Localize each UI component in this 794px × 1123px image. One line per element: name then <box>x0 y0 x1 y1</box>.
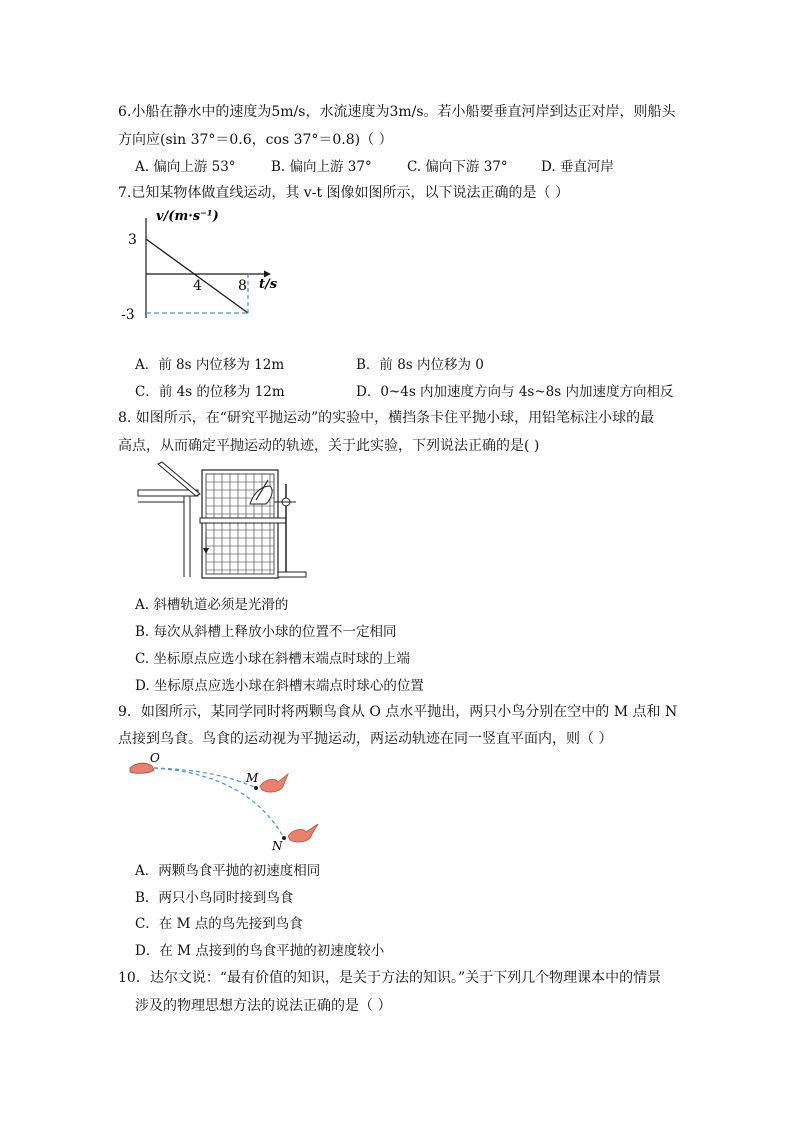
q8-option-b: B. 每次从斜槽上释放小球的位置不一定相同 <box>135 624 397 640</box>
graph-x-end-label: 8 <box>238 278 247 294</box>
q7-option-a: A．前 8s 内位移为 12m <box>135 357 285 373</box>
vt-line <box>146 239 248 313</box>
q8-option-c: C. 坐标原点应选小球在斜槽末端点时球的上端 <box>135 651 410 667</box>
trajectory-m <box>154 768 256 788</box>
q8-experiment-figure <box>136 462 308 580</box>
q8-option-d: D. 坐标原点应选小球在斜槽末端点时球心的位置 <box>135 678 424 694</box>
q9-stem-line2: 点接到鸟食。鸟食的运动视为平抛运动，两运动轨迹在同一竖直平面内，则（ ） <box>118 731 613 747</box>
point-n <box>282 836 286 840</box>
q10-stem-line2: 涉及的物理思想方法的说法正确的是（ ） <box>135 998 392 1014</box>
point-m <box>254 786 258 790</box>
bird-m-icon <box>260 774 288 792</box>
q8-stem-line2: 高点，从而确定平抛运动的轨迹，关于此实验，下列说法正确的是( ) <box>118 438 540 454</box>
q6-option-a: A. 偏向上游 53° <box>135 159 236 175</box>
graph-y-top-label: 3 <box>128 232 137 248</box>
point-m-label: M <box>246 771 259 785</box>
slope-track <box>158 462 200 496</box>
q6-option-d: D. 垂直河岸 <box>541 159 614 175</box>
q10-stem-line1: 10．达尔文说：“最有价值的知识，是关于方法的知识。”关于下列几个物理课本中的情景 <box>118 970 662 986</box>
q7-option-c: C．前 4s 的位移为 12m <box>135 384 285 400</box>
table-top <box>138 490 198 496</box>
q6-stem-line1: 6.小船在静水中的速度为5m/s，水流速度为3m/s。若小船要垂直河岸到达正对岸，则船头 <box>118 104 676 120</box>
q6-option-b: B. 偏向上游 37° <box>271 159 372 175</box>
q9-option-a: A．两颗鸟食平抛的初速度相同 <box>135 863 321 879</box>
q6-option-c: C. 偏向下游 37° <box>407 159 508 175</box>
q7-option-b: B．前 8s 内位移为 0 <box>356 357 484 373</box>
point-o-label: O <box>150 751 160 765</box>
q7-vt-graph <box>118 206 278 326</box>
q7-option-d: D．0~4s 内加速度方向与 4s~8s 内加速度方向相反 <box>356 384 674 400</box>
q9-option-d: D．在 M 点接到的鸟食平抛的初速度较小 <box>135 943 385 959</box>
q9-option-c: C．在 M 点的鸟先接到鸟食 <box>135 916 303 932</box>
graph-y-bottom-label: -3 <box>121 307 135 323</box>
q8-option-a: A. 斜槽轨道必须是光滑的 <box>135 597 289 613</box>
q9-stem-line1: 9．如图所示，某同学同时将两颗鸟食从 O 点水平抛出，两只小鸟分别在空中的 M 点和 N <box>118 704 678 720</box>
q6-stem-line2: 方向应(sin 37°＝0.6，cos 37°＝0.8)（ ） <box>118 132 393 148</box>
point-n-label: N <box>272 839 283 853</box>
graph-x-mid-label: 4 <box>193 278 202 294</box>
crossbar <box>200 518 286 523</box>
q7-stem: 7.已知某物体做直线运动，其 v-t 图像如图所示，以下说法正确的是（ ） <box>118 185 569 201</box>
graph-ylabel: v/(m·s⁻¹) <box>156 209 219 224</box>
stand-base <box>278 572 306 577</box>
graph-xlabel: t/s <box>259 277 278 292</box>
q9-trajectory-figure <box>128 752 328 852</box>
trajectory-n <box>154 768 284 838</box>
bird-n-icon <box>288 824 318 842</box>
q9-option-b: B．两只小鸟同时接到鸟食 <box>135 890 294 906</box>
q8-stem-line1: 8. 如图所示，在“研究平抛运动”的实验中，横挡条卡住平抛小球，用铅笔标注小球的最 <box>118 410 655 426</box>
